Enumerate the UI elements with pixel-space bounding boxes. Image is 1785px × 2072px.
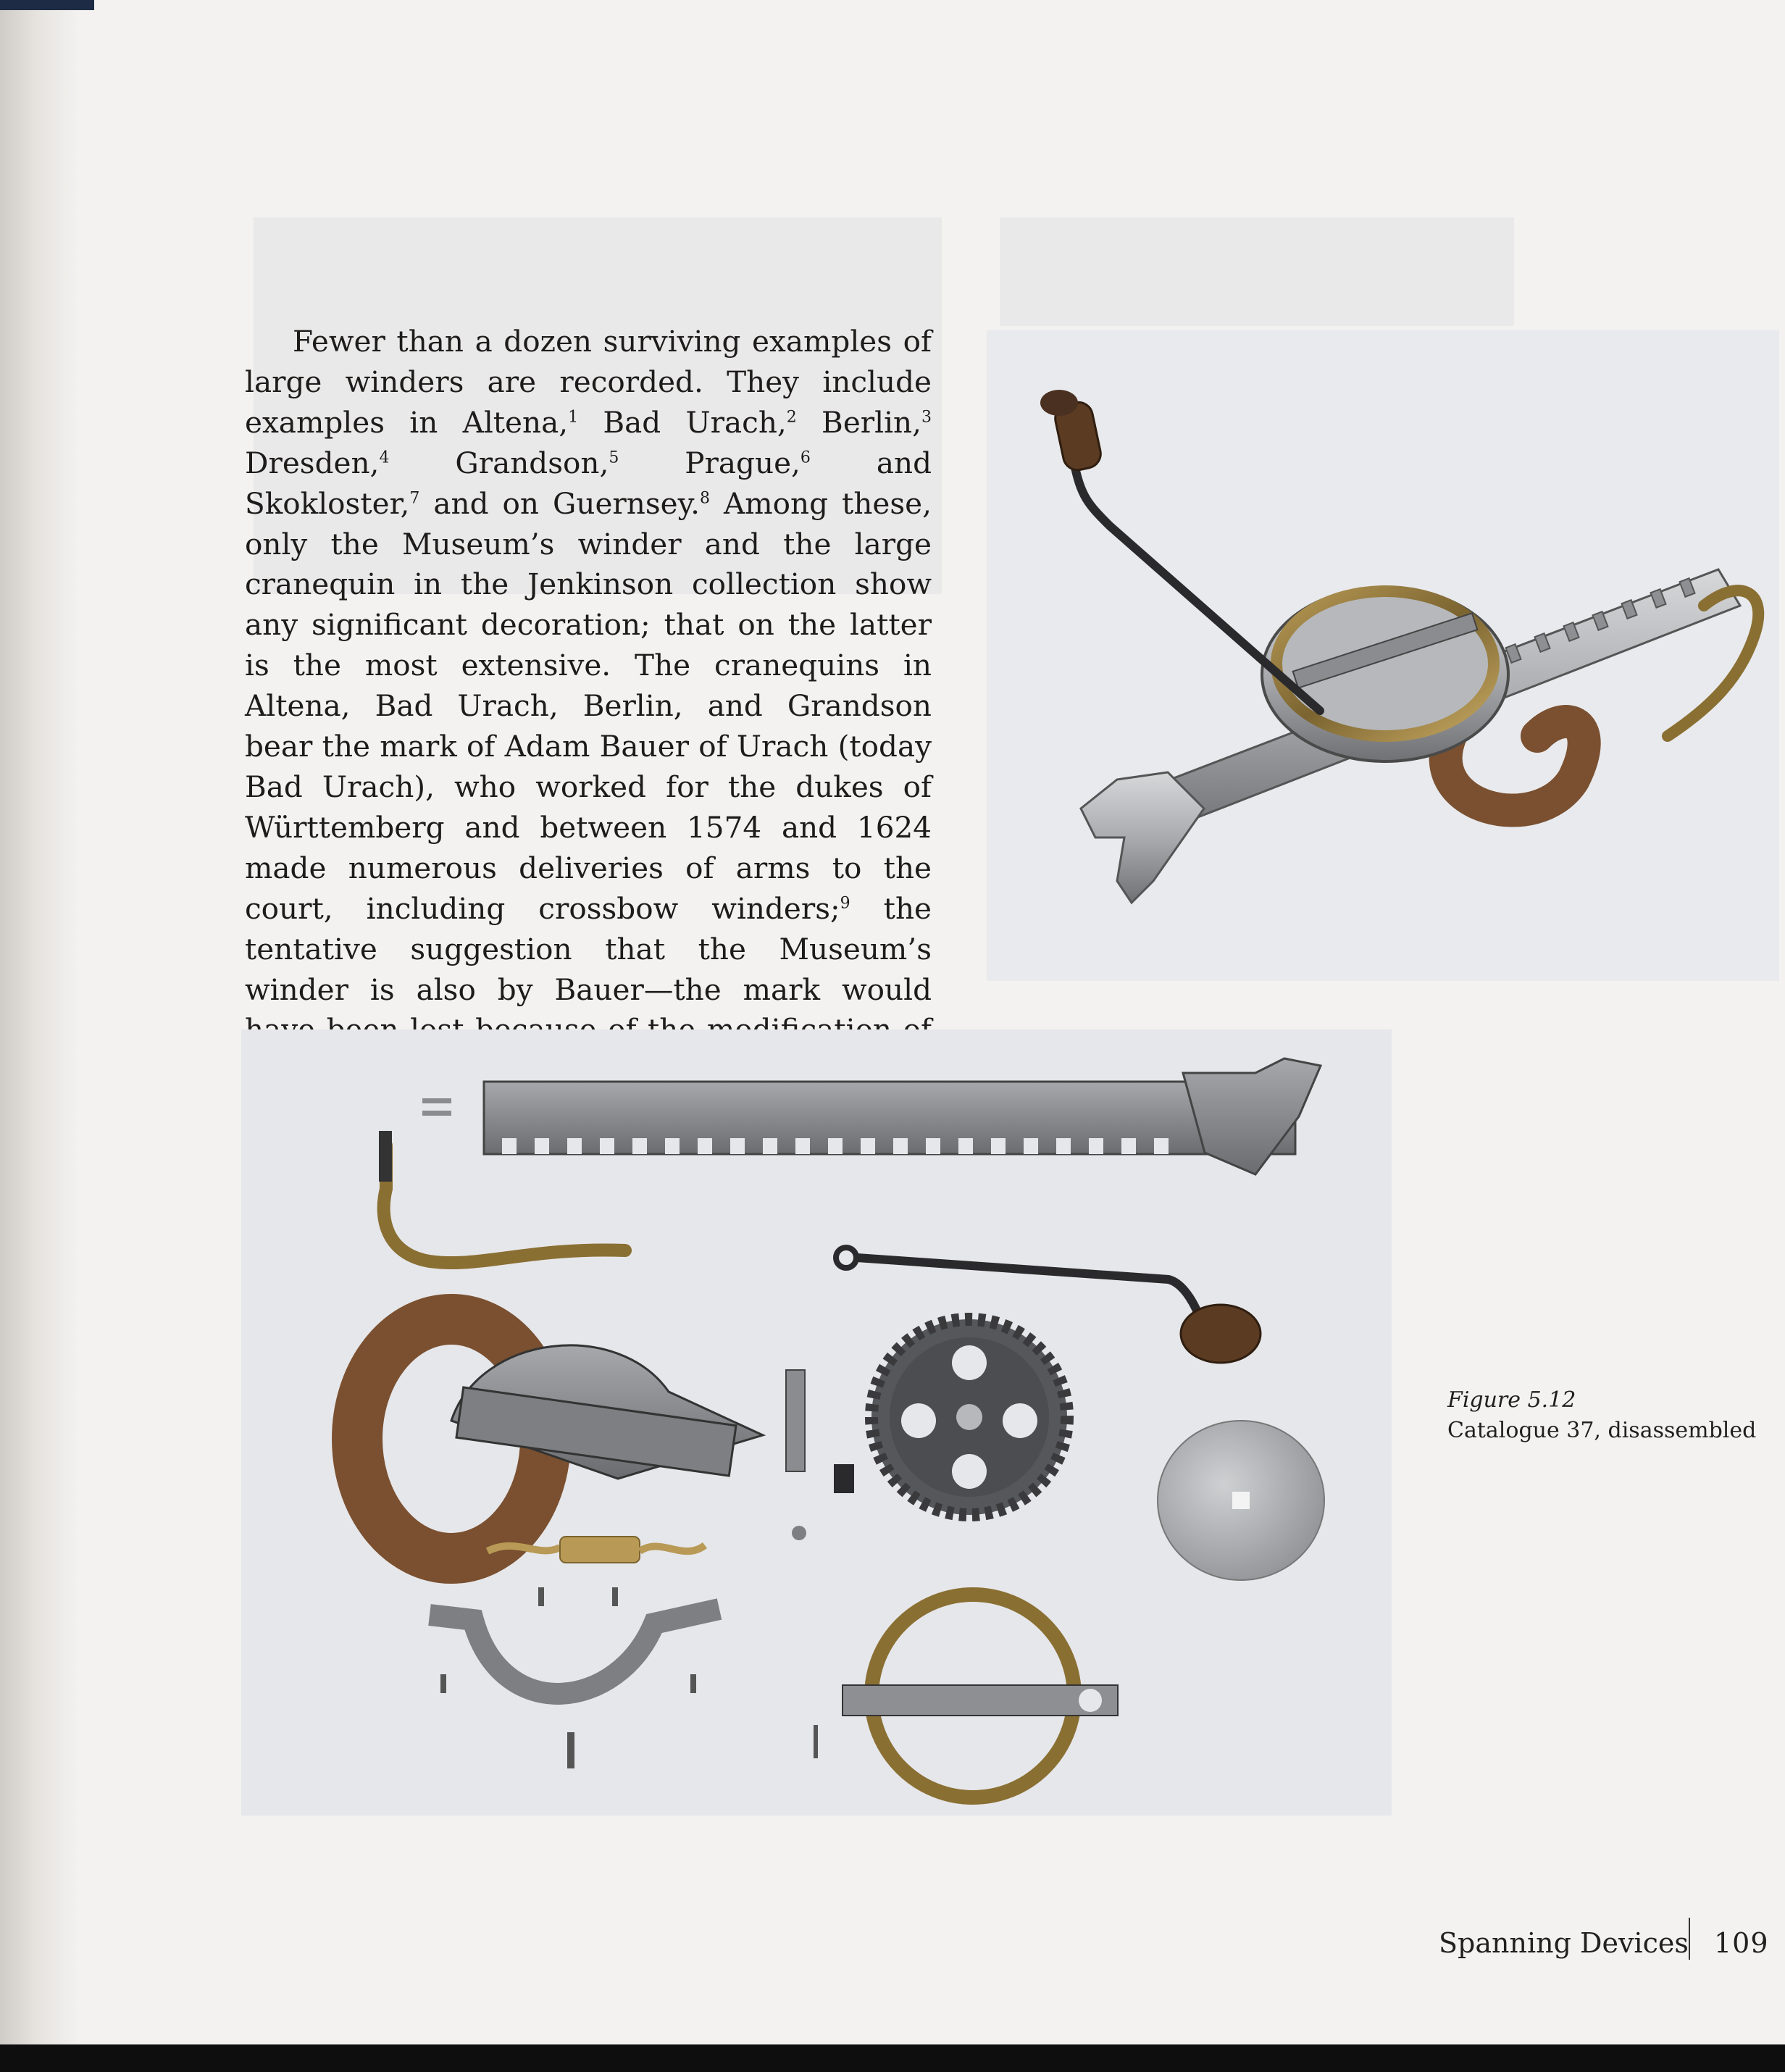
- cranequin-photo: [987, 330, 1779, 981]
- show-through-shadow: [1000, 217, 1514, 326]
- scan-bottom-edge: [0, 2044, 1785, 2072]
- body-paragraph: Fewer than a dozen surviving examples of large winders are recorded. They include examples in Altena,$^1$ Bad Urach,$^2$ Berlin,$^3$ Dresden,$^4$ Grandson,$^5$ Prague,$^6$ and Skokloster,$^7$ and on Guernsey.$^8$ Among these, only the Museum’s winder and the large cranequin in the Jenkinson collection show any significant decoration; that on the latter is the most extensive. The cranequins in Altena, Bad Urach, Berlin, and Grandson bear the mark of Adam Bauer of Urach (today Bad Urach), who worked for the dukes of Württemberg and between 1574 and 1624 made numerous deliveries of arms to the court, including crossbow winders;$^9$ the tentative suggestion that the Museum’s winder is also by Bauer—the mark would: [245, 322, 932, 1091]
- footer-divider: [1689, 1918, 1690, 1960]
- figure-label: Figure 5.12: [1447, 1387, 1576, 1413]
- footnote-ref: 3: [921, 408, 932, 427]
- footnote-ref: 6: [800, 448, 811, 467]
- footnote-ref: 7: [409, 489, 420, 508]
- footnote-ref: 2: [786, 408, 797, 427]
- footnote-ref: 8: [699, 489, 710, 508]
- body-text: [245, 322, 932, 1091]
- disassembled-parts-photo: [241, 1029, 1392, 1816]
- page-number: 109: [1714, 1927, 1769, 1959]
- figure-caption: [1447, 1385, 1756, 1446]
- page-gutter-shadow: [0, 0, 80, 2072]
- footnote-ref: 4: [379, 448, 390, 467]
- footnote-ref: 1: [568, 408, 579, 427]
- cranequin-illustration: [987, 330, 1779, 981]
- parts-illustration: [241, 1029, 1392, 1816]
- footnote-ref: 9: [840, 894, 850, 913]
- scan-edge-mark: [0, 0, 94, 10]
- running-footer-section: Spanning Devices: [1439, 1927, 1689, 1959]
- footnote-ref: 5: [609, 448, 619, 467]
- figure-caption-text: Catalogue 37, disassembled: [1447, 1418, 1757, 1443]
